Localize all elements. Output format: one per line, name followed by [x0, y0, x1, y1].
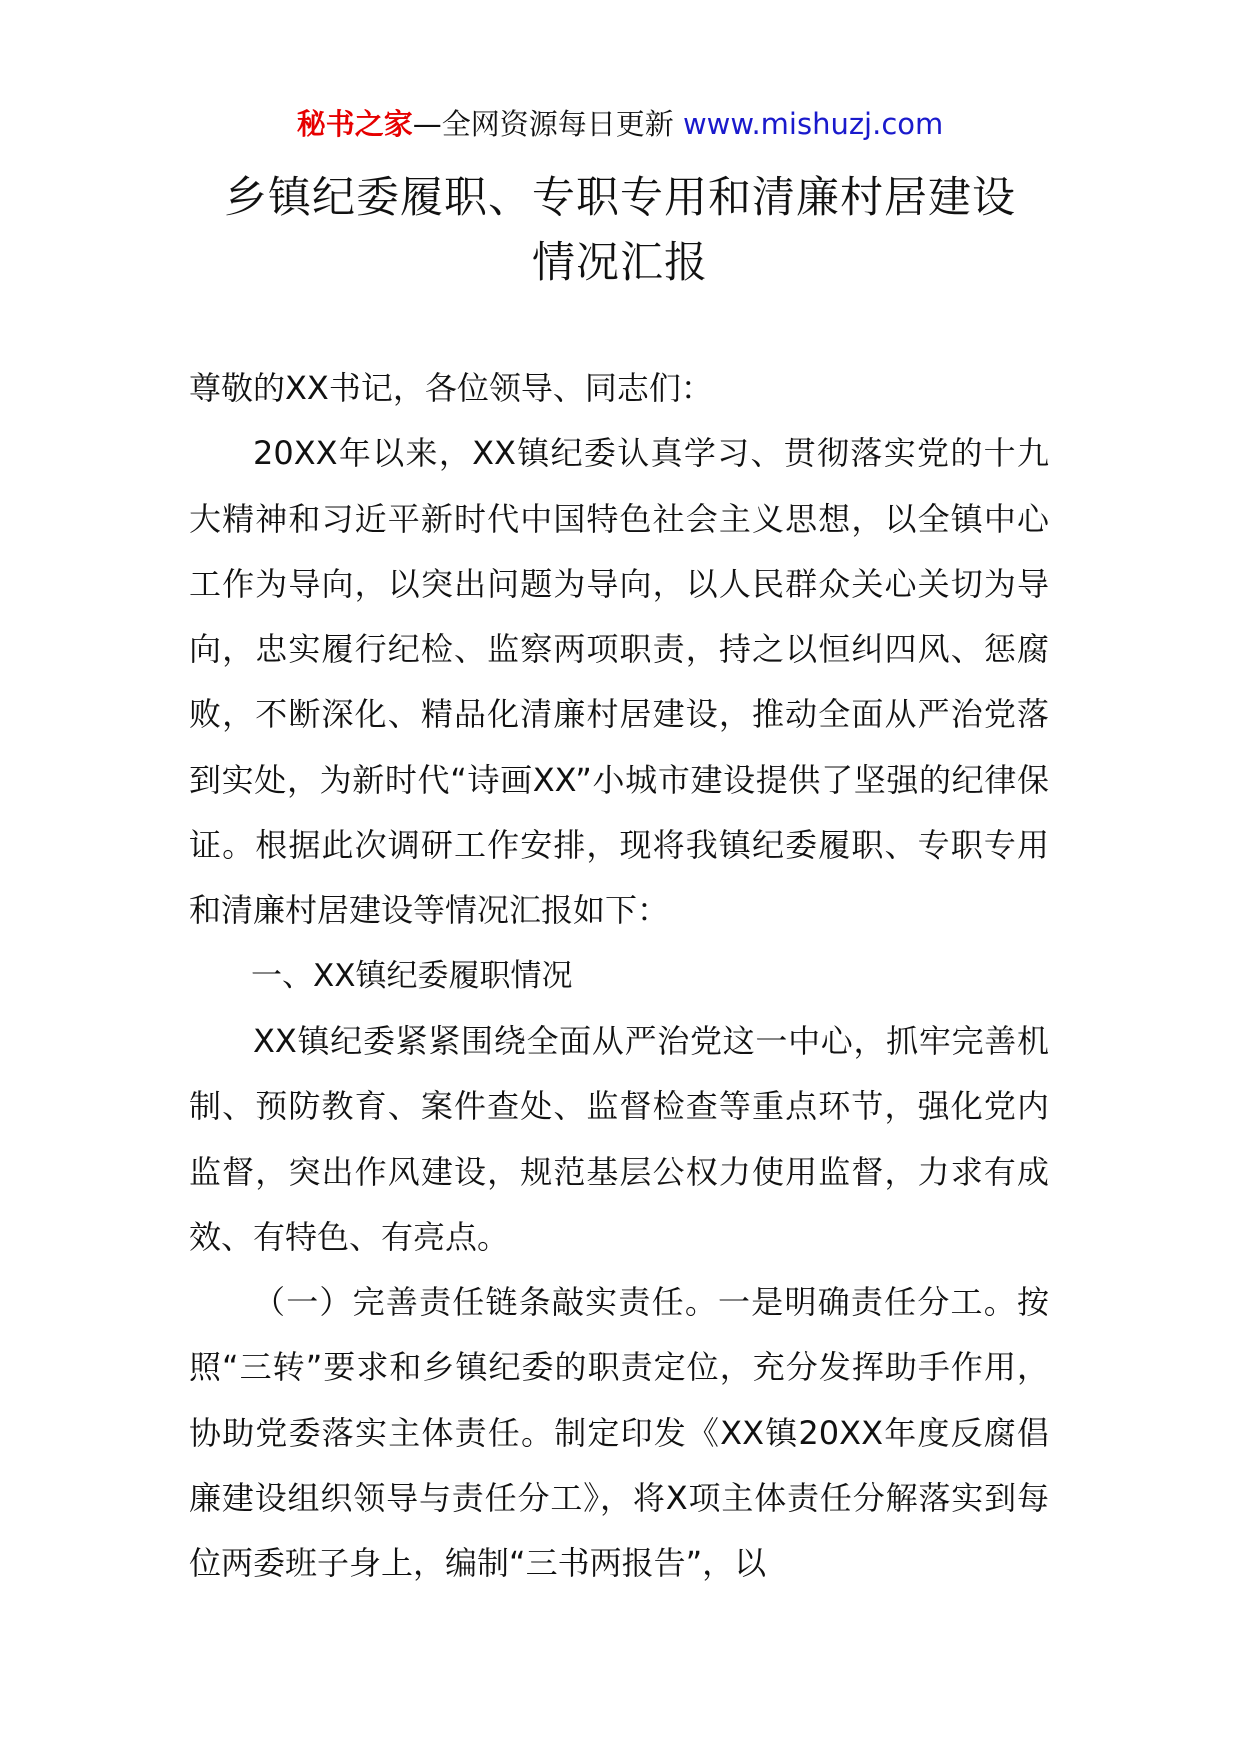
site-brand: 秘书之家: [296, 107, 413, 141]
paragraph-section-overview: XX镇纪委紧紧围绕全面从严治党这一中心，抓牢完善机制、预防教育、案件查处、监督检查等重点环节，强化党内监督，突出作风建设，规范基层公权力使用监督，力求有成效、有特色、有亮点。: [189, 1021, 1049, 1256]
document-title-line-2: 情况汇报: [532, 238, 708, 288]
paragraph-responsibility: （一）完善责任链条敲实责任。一是明确责任分工。按照“三转”要求和乡镇纪委的职责定位，充分发挥助手作用，协助党委落实主体责任。制定印发《XX镇20XX年度反腐倡廉建设组织领导与责任分工》，将X项主体责任分解落实到每位两委班子身上，编制“三书两报告”，以: [189, 1283, 1049, 1583]
site-url-link[interactable]: www.mishuzj.com: [682, 107, 944, 141]
document-title-line-1: 乡镇纪委履职、专职专用和清廉村居建设: [224, 173, 1016, 223]
site-header: [0, 104, 1240, 144]
document-title: [150, 166, 1090, 296]
paragraph-intro: 20XX年以来，XX镇纪委认真学习、贯彻落实党的十九大精神和习近平新时代中国特色社会主义思想，以全镇中心工作为导向，以突出问题为导向，以人民群众关心关切为导向，忠实履行纪检、监察两项职责，持之以恒纠四风、惩腐败，不断深化、精品化清廉村居建设，推动全面从严治党落到实处，为新时代“诗画XX”小城市建设提供了坚强的纪律保证。根据此次调研工作安排，现将我镇纪委履职、专职专用和清廉村居建设等情况汇报如下：: [189, 434, 1049, 930]
site-tagline: —全网资源每日更新: [412, 107, 683, 141]
salutation: 尊敬的XX书记，各位领导、同志们：: [189, 369, 713, 407]
section-heading: 一、XX镇纪委履职情况: [251, 957, 573, 994]
document-body: [189, 356, 1049, 1597]
